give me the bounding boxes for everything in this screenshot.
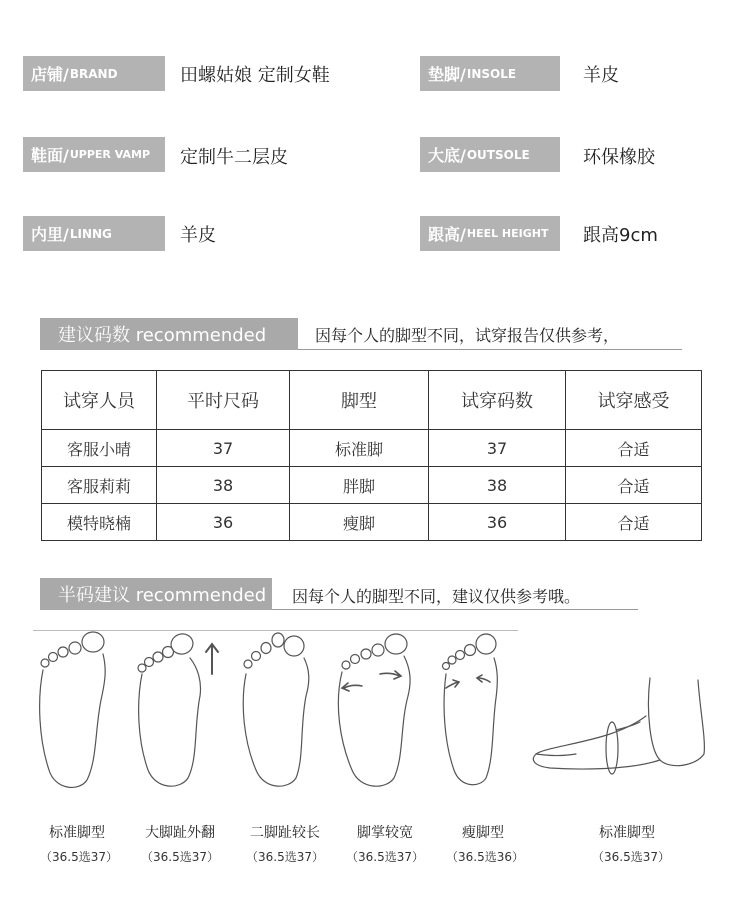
insole-value: 羊皮 (583, 65, 619, 86)
recommended-size-note: 因每个人的脚型不同，试穿报告仅供参考， (315, 326, 620, 345)
half-size-note: 因每个人的脚型不同，建议仅供参考哦。 (292, 587, 581, 606)
foot-advice: （36.5选36） (446, 850, 524, 864)
outsole-label-cn: 大底/ (428, 146, 466, 165)
insole-label-en: INSOLE (466, 66, 517, 81)
foot-caption: 脚掌较宽 (357, 825, 413, 841)
table-header: 脚型 (290, 371, 429, 430)
table-cell: 标准脚 (290, 430, 429, 467)
table-row (42, 467, 702, 504)
wide-foot-icon (338, 634, 410, 786)
long-second-toe-icon (243, 633, 309, 786)
table-cell: 37 (429, 430, 566, 467)
outsole-value: 环保橡胶 (583, 147, 655, 168)
side-foot-icon (533, 678, 704, 774)
half-size-underline (272, 609, 638, 610)
bunion-foot-icon (138, 631, 218, 786)
heel-value: 跟高9cm (583, 225, 658, 246)
upper-value: 定制牛二层皮 (180, 147, 288, 168)
foot-caption: 二脚趾较长 (250, 825, 320, 841)
lining-label-cn: 内里/ (31, 225, 69, 244)
brand-label-cn: 店铺/ (31, 65, 69, 84)
upper-label (23, 137, 165, 172)
table-row (42, 504, 702, 541)
thin-foot-icon (443, 634, 498, 785)
outsole-label (420, 137, 560, 172)
foot-caption: 瘦脚型 (462, 825, 504, 841)
table-header: 试穿人员 (42, 371, 157, 430)
table-cell: 模特晓楠 (42, 504, 157, 541)
foot-advice: （36.5选37） (246, 850, 324, 864)
fit-report-table (41, 370, 702, 541)
table-cell: 客服莉莉 (42, 467, 157, 504)
table-cell: 胖脚 (290, 467, 429, 504)
foot-advice: （36.5选37） (40, 850, 118, 864)
table-cell: 36 (429, 504, 566, 541)
insole-label (420, 56, 560, 91)
table-header-row (42, 371, 702, 430)
heel-label-en: HEEL HEIGHT (466, 227, 549, 240)
foot-caption: 大脚趾外翻 (145, 825, 215, 841)
table-cell: 合适 (566, 504, 702, 541)
upper-label-cn: 鞋面/ (31, 146, 69, 165)
table-cell: 客服小晴 (42, 430, 157, 467)
foot-advice: （36.5选37） (346, 850, 424, 864)
table-cell: 合适 (566, 467, 702, 504)
brand-label-en: BRAND (69, 66, 118, 81)
insole-label-cn: 垫脚/ (428, 65, 466, 84)
half-size-label: 半码建议 recommended (40, 578, 272, 610)
table-cell: 38 (429, 467, 566, 504)
foot-caption: 标准脚型 (599, 825, 655, 841)
foot-illustrations (0, 630, 750, 810)
heel-label (420, 216, 560, 251)
foot-advice: （36.5选37） (592, 850, 670, 864)
recommended-size-underline (298, 349, 682, 350)
table-cell: 瘦脚 (290, 504, 429, 541)
brand-label (23, 56, 165, 91)
table-cell: 36 (157, 504, 290, 541)
recommended-size-label: 建议码数 recommended (40, 318, 298, 350)
foot-caption: 标准脚型 (49, 825, 105, 841)
lining-label (23, 216, 165, 251)
table-cell: 37 (157, 430, 290, 467)
table-cell: 38 (157, 467, 290, 504)
table-row (42, 430, 702, 467)
heel-label-cn: 跟高/ (428, 225, 466, 244)
lining-label-en: LINNG (69, 226, 112, 241)
standard-foot-icon (40, 632, 106, 787)
outsole-label-en: OUTSOLE (466, 147, 530, 162)
upper-label-en: UPPER VAMP (69, 148, 151, 161)
foot-advice: （36.5选37） (141, 850, 219, 864)
table-header: 平时尺码 (157, 371, 290, 430)
table-cell: 合适 (566, 430, 702, 467)
brand-value: 田螺姑娘 定制女鞋 (180, 65, 330, 86)
table-header: 试穿码数 (429, 371, 566, 430)
table-header: 试穿感受 (566, 371, 702, 430)
lining-value: 羊皮 (180, 225, 216, 246)
